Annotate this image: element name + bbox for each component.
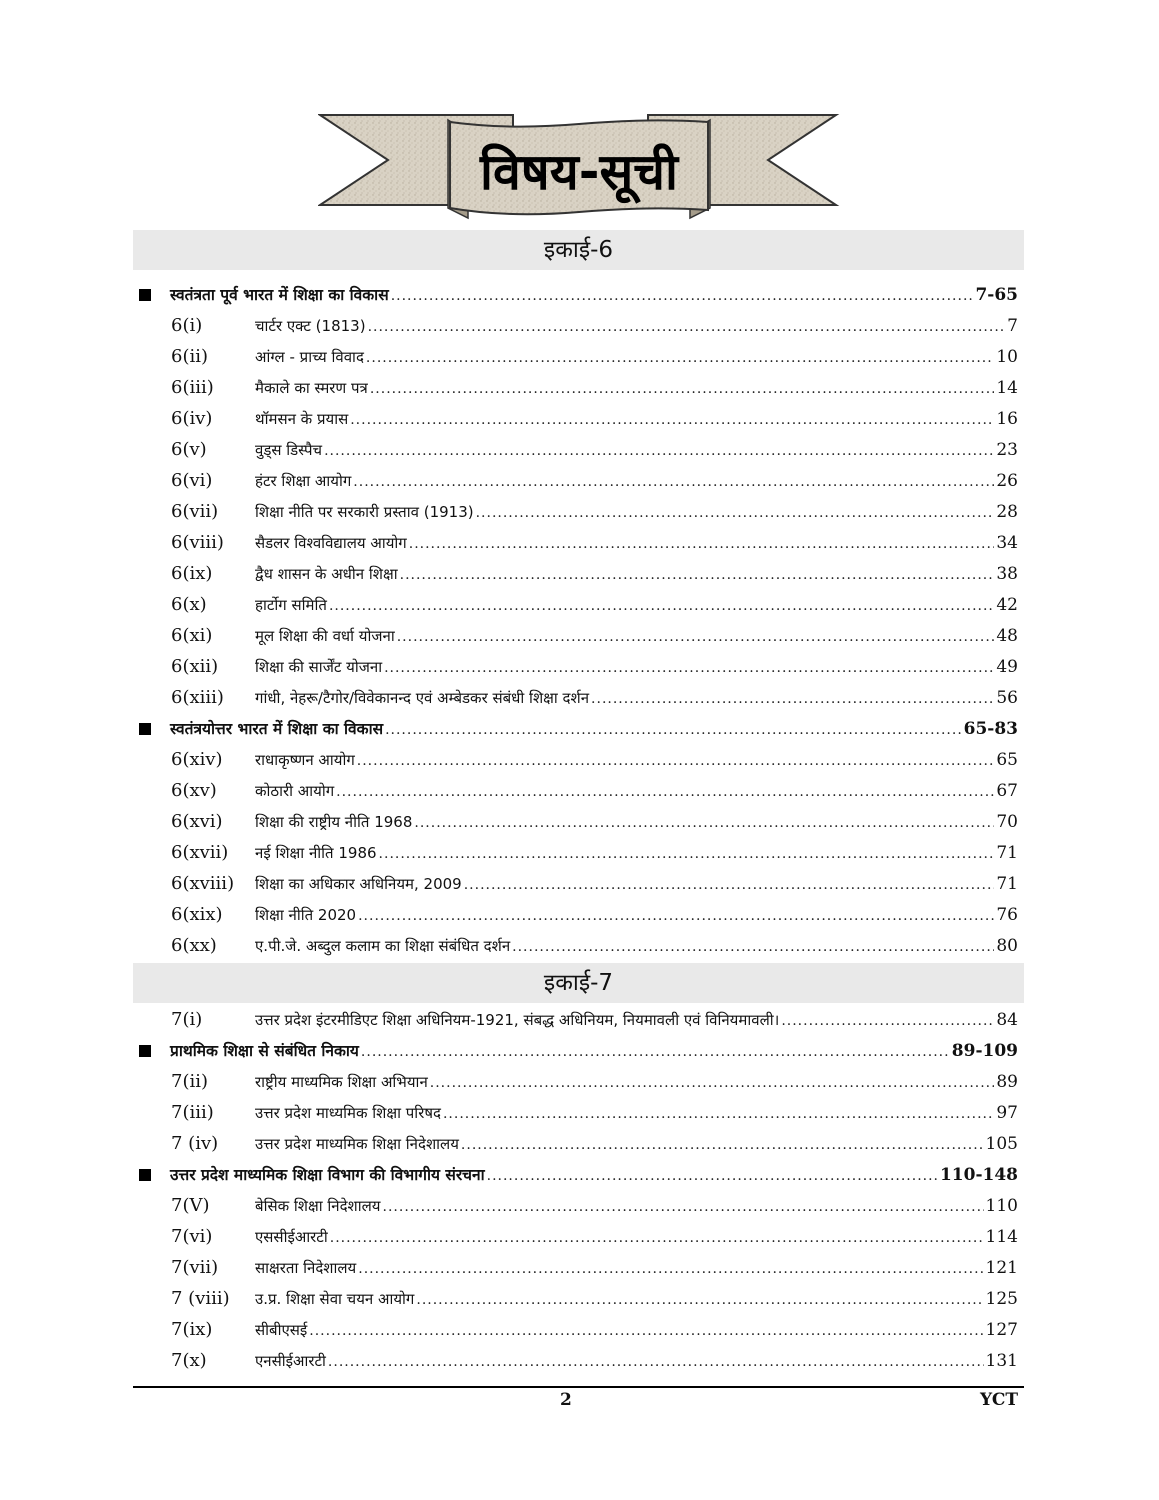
- item-number: 6(iv): [171, 408, 213, 429]
- item-page: 127: [985, 1320, 1018, 1340]
- item-page: 56: [996, 688, 1018, 708]
- item-title: साक्षरता निदेशालय: [255, 1259, 357, 1277]
- toc-item[interactable]: [133, 1005, 1024, 1035]
- section-pages: 7-65: [975, 285, 1018, 305]
- item-title: राष्ट्रीय माध्यमिक शिक्षा अभियान: [255, 1073, 428, 1091]
- item-title: द्वैध शासन के अधीन शिक्षा: [255, 565, 398, 583]
- item-page: 76: [996, 905, 1018, 925]
- item-page: 71: [996, 843, 1018, 863]
- item-number: 7(ii): [171, 1071, 209, 1092]
- toc-section[interactable]: [133, 280, 1024, 310]
- item-number: 6(i): [171, 315, 203, 336]
- item-page: 114: [985, 1227, 1018, 1247]
- item-number: 6(v): [171, 439, 207, 460]
- item-title: शिक्षा नीति 2020: [255, 906, 357, 924]
- item-title: राधाकृष्णन आयोग: [255, 751, 355, 769]
- item-page: 121: [985, 1258, 1018, 1278]
- item-page: 110: [985, 1196, 1018, 1216]
- item-page: 70: [996, 812, 1018, 832]
- item-title: शिक्षा की सार्जेंट योजना: [255, 658, 383, 676]
- toc-item[interactable]: [133, 1284, 1024, 1314]
- section-title: उत्तर प्रदेश माध्यमिक शिक्षा विभाग की विभागीय संरचना: [170, 1166, 485, 1184]
- publisher-brand: YCT: [980, 1390, 1019, 1410]
- item-title: सैडलर विश्वविद्यालय आयोग: [255, 534, 407, 552]
- item-number: 6(xvii): [171, 842, 229, 863]
- toc-item[interactable]: [133, 528, 1024, 558]
- item-title: ए.पी.जे. अब्दुल कलाम का शिक्षा संबंधित दर्शन: [255, 937, 511, 955]
- item-title: बेसिक शिक्षा निदेशालय: [255, 1197, 381, 1215]
- toc-item[interactable]: [133, 1222, 1024, 1252]
- item-title: एससीईआरटी: [255, 1228, 328, 1246]
- item-number: 6(xvi): [171, 811, 223, 832]
- toc-item[interactable]: [133, 931, 1024, 961]
- toc-item[interactable]: [133, 1253, 1024, 1283]
- toc-item[interactable]: [133, 621, 1024, 651]
- item-title: उत्तर प्रदेश माध्यमिक शिक्षा परिषद: [255, 1104, 441, 1122]
- item-number: 6(xi): [171, 625, 213, 646]
- item-title: शिक्षा की राष्ट्रीय नीति 1968: [255, 813, 413, 831]
- toc-item[interactable]: [133, 590, 1024, 620]
- item-number: 6(x): [171, 594, 207, 615]
- item-title: सीबीएसई: [255, 1321, 308, 1339]
- item-title: आंग्ल - प्राच्य विवाद: [255, 348, 364, 366]
- item-title: थॉमसन के प्रयास: [255, 410, 349, 428]
- item-number: 6(xii): [171, 656, 219, 677]
- item-number: 6(vi): [171, 470, 213, 491]
- item-number: 7(x): [171, 1350, 207, 1371]
- item-page: 97: [996, 1103, 1018, 1123]
- item-number: 7(vii): [171, 1257, 219, 1278]
- title-banner: [318, 110, 840, 225]
- toc-item[interactable]: [133, 652, 1024, 682]
- item-title: उत्तर प्रदेश माध्यमिक शिक्षा निदेशालय: [255, 1135, 459, 1153]
- toc-item[interactable]: [133, 838, 1024, 868]
- item-number: 6(vii): [171, 501, 219, 522]
- section-title: स्वतंत्रता पूर्व भारत में शिक्षा का विकास: [170, 286, 389, 304]
- item-page: 34: [996, 533, 1018, 553]
- toc-item[interactable]: [133, 683, 1024, 713]
- item-number: 7(i): [171, 1009, 203, 1030]
- item-number: 7(iii): [171, 1102, 214, 1123]
- item-page: 49: [996, 657, 1018, 677]
- item-page: 16: [996, 409, 1018, 429]
- unit-header-6: इकाई-6: [133, 230, 1024, 270]
- toc-section[interactable]: [133, 1036, 1024, 1066]
- section-pages: 89-109: [951, 1041, 1018, 1061]
- page-title: विषय-सूची: [480, 143, 678, 201]
- item-number: 7 (viii): [171, 1288, 230, 1309]
- section-title: प्राथमिक शिक्षा से संबंधित निकाय: [170, 1042, 359, 1060]
- item-number: 6(xiii): [171, 687, 224, 708]
- item-page: 125: [985, 1289, 1018, 1309]
- toc-item[interactable]: [133, 466, 1024, 496]
- toc-item[interactable]: [133, 900, 1024, 930]
- item-title: उत्तर प्रदेश इंटरमीडिएट शिक्षा अधिनियम-1921, संबद्ध अधिनियम, नियमावली एवं विनियमावली।: [255, 1011, 780, 1029]
- item-title: नई शिक्षा नीति 1986: [255, 844, 377, 862]
- item-page: 26: [996, 471, 1018, 491]
- item-number: 6(viii): [171, 532, 224, 553]
- toc-item[interactable]: [133, 559, 1024, 589]
- square-bullet-icon: [139, 1169, 151, 1181]
- item-page: 38: [996, 564, 1018, 584]
- item-number: 6(ix): [171, 563, 213, 584]
- item-page: 48: [996, 626, 1018, 646]
- item-page: 28: [996, 502, 1018, 522]
- toc-item[interactable]: [133, 1098, 1024, 1128]
- item-number: 6(xv): [171, 780, 217, 801]
- item-number: 6(xviii): [171, 873, 235, 894]
- toc-item[interactable]: [133, 776, 1024, 806]
- toc-item[interactable]: [133, 342, 1024, 372]
- item-title: कोठारी आयोग: [255, 782, 335, 800]
- toc-item[interactable]: [133, 1315, 1024, 1345]
- item-page: 42: [996, 595, 1018, 615]
- item-title: मैकाले का स्मरण पत्र: [255, 379, 368, 397]
- toc-item[interactable]: [133, 497, 1024, 527]
- item-page: 131: [985, 1351, 1018, 1371]
- section-pages: 110-148: [939, 1165, 1018, 1185]
- item-page: 10: [996, 347, 1018, 367]
- item-number: 7(vi): [171, 1226, 213, 1247]
- item-title: शिक्षा नीति पर सरकारी प्रस्ताव (1913): [255, 503, 474, 521]
- item-title: एनसीईआरटी: [255, 1352, 326, 1370]
- item-page: 23: [996, 440, 1018, 460]
- item-page: 80: [996, 936, 1018, 956]
- toc-item[interactable]: [133, 807, 1024, 837]
- toc-item[interactable]: [133, 1067, 1024, 1097]
- item-title: मूल शिक्षा की वर्धा योजना: [255, 627, 395, 645]
- item-page: 65: [996, 750, 1018, 770]
- toc-item[interactable]: [133, 869, 1024, 899]
- item-page: 89: [996, 1072, 1018, 1092]
- item-page: 105: [985, 1134, 1018, 1154]
- section-title: स्वतंत्रयोत्तर भारत में शिक्षा का विकास: [170, 720, 384, 738]
- square-bullet-icon: [139, 723, 151, 735]
- square-bullet-icon: [139, 289, 151, 301]
- item-title: वुड्स डिस्पैच: [255, 441, 323, 459]
- toc-item[interactable]: [133, 1191, 1024, 1221]
- toc-item[interactable]: [133, 404, 1024, 434]
- item-number: 7(ix): [171, 1319, 213, 1340]
- toc-item[interactable]: [133, 1346, 1024, 1376]
- item-number: 6(ii): [171, 346, 209, 367]
- toc-item[interactable]: [133, 1129, 1024, 1159]
- item-page: 67: [996, 781, 1018, 801]
- toc-item[interactable]: [133, 311, 1024, 341]
- item-title: गांधी, नेहरू/टैगोर/विवेकानन्द एवं अम्बेडकर संबंधी शिक्षा दर्शन: [255, 689, 590, 707]
- page-number: 2: [560, 1390, 572, 1410]
- item-title: हंटर शिक्षा आयोग: [255, 472, 352, 490]
- item-title: हार्टोग समिति: [255, 596, 327, 614]
- item-number: 6(xx): [171, 935, 217, 956]
- item-number: 7(V): [171, 1195, 210, 1216]
- item-page: 7: [1007, 316, 1018, 336]
- toc-item[interactable]: [133, 745, 1024, 775]
- toc-section[interactable]: [133, 1160, 1024, 1190]
- item-number: 6(iii): [171, 377, 214, 398]
- square-bullet-icon: [139, 1045, 151, 1057]
- section-pages: 65-83: [963, 719, 1018, 739]
- toc-item[interactable]: [133, 373, 1024, 403]
- toc-section[interactable]: [133, 714, 1024, 744]
- item-number: 6(xix): [171, 904, 223, 925]
- footer-divider: [133, 1386, 1024, 1388]
- item-page: 71: [996, 874, 1018, 894]
- unit-header-7: इकाई-7: [133, 963, 1024, 1003]
- item-page: 14: [996, 378, 1018, 398]
- item-title: चार्टर एक्ट (1813): [255, 317, 366, 335]
- toc-item[interactable]: [133, 435, 1024, 465]
- item-title: शिक्षा का अधिकार अधिनियम, 2009: [255, 875, 462, 893]
- item-number: 7 (iv): [171, 1133, 219, 1154]
- item-title: उ.प्र. शिक्षा सेवा चयन आयोग: [255, 1290, 415, 1308]
- item-page: 84: [996, 1010, 1018, 1030]
- item-number: 6(xiv): [171, 749, 223, 770]
